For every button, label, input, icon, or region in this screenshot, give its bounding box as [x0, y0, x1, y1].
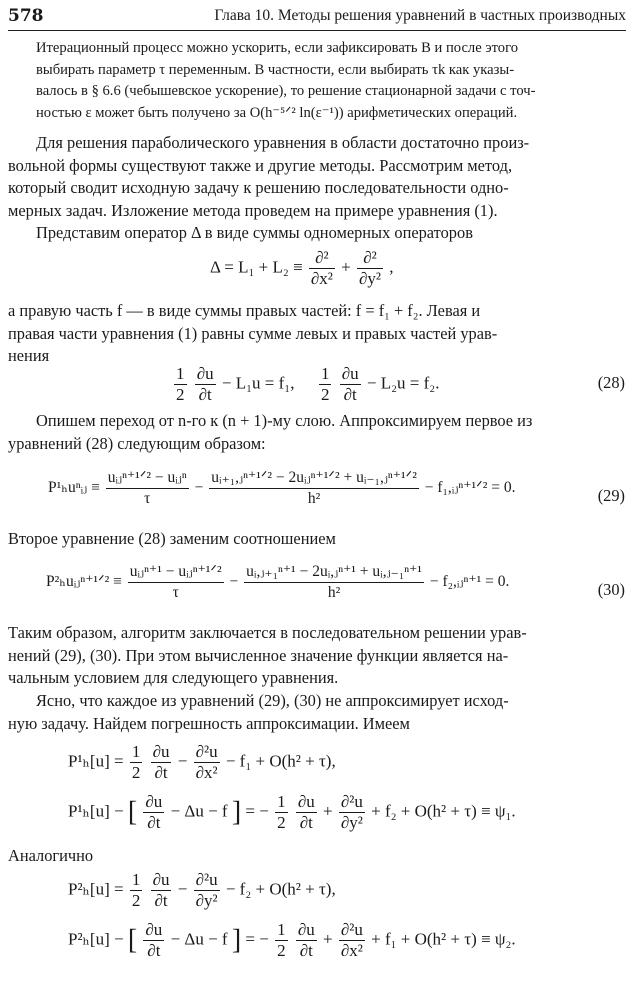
- text-line: выбирать параметр τ переменным. В частности, если выбирать τk как указы-: [36, 61, 515, 78]
- equation-delta: Δ = L₁ + L₂ ≡ $\frac{\text{∂²}}{\text{∂x²}}$ + $\frac{\text{∂²}}{\text{∂y²}}$ ,: [210, 248, 394, 288]
- text-line: Второе уравнение (28) заменим соотношением: [8, 529, 336, 548]
- text-line: чальным условием для следующего уравнения.: [8, 668, 339, 687]
- paragraph-algorithm: [8, 622, 628, 690]
- paragraph-rhs: [8, 300, 628, 368]
- eq-lhs: Δ = L₁ + L₂ ≡: [210, 257, 303, 277]
- equation-34: P²ₕ[u] − [ $\frac{\partial u}{\partial t}$ − Δu − f ] = − $\frac{1}{2}$ $\frac{\partial u}{\partial t}$ + $\frac{\text{∂²u}}{\text{∂x²}}$ + f₁ + O(h² + τ) ≡ ψ₂.: [68, 920, 516, 960]
- text-line: ностью ε может быть получено за O(h⁻⁵ᐟ² ln(ε⁻¹)) арифметических операций.: [36, 104, 518, 121]
- equation-30: P²ₕuᵢⱼⁿ⁺¹ᐟ² ≡ $\frac{\text{uᵢⱼⁿ⁺¹ − uᵢⱼⁿ⁺¹ᐟ²}}{\tau}$ − $\frac{\text{uᵢ,ⱼ₊₁ⁿ⁺¹ − 2uᵢ,ⱼⁿ⁺¹ + uᵢ,ⱼ₋₁ⁿ⁺¹}}{\text{h²}}$ − f₂,ᵢⱼⁿ⁺¹ = 0.: [46, 563, 510, 601]
- text-line: Таким образом, алгоритм заключается в последовательном решении урав-: [8, 623, 527, 642]
- text-line: Для решения параболического уравнения в области достаточно произ-: [36, 133, 530, 152]
- text-line: Опишем переход от n-го к (n + 1)-му слою. Аппроксимируем первое из: [36, 411, 533, 430]
- equation-29: P¹ₕuⁿᵢⱼ ≡ $\frac{\text{uᵢⱼⁿ⁺¹ᐟ² − uᵢⱼⁿ}}{\tau}$ − $\frac{\text{uᵢ₊₁,ⱼⁿ⁺¹ᐟ² − 2uᵢⱼⁿ⁺¹ᐟ² + uᵢ₋₁,ⱼⁿ⁺¹ᐟ²}}{\text{h²}}$ − f₁,ᵢⱼⁿ⁺¹ᐟ² = 0.: [48, 469, 516, 507]
- text-line: уравнений (28) следующим образом:: [8, 433, 266, 453]
- paragraph-error: [8, 690, 628, 735]
- equation-number: (28): [597, 373, 625, 392]
- running-header: [8, 4, 626, 31]
- paragraph-transition: [8, 410, 628, 455]
- text-line: валось в § 6.6 (чебышевское ускорение), то решение стационарной задачи с точ-: [36, 83, 536, 99]
- equation-32: P¹ₕ[u] − [ $\frac{\partial u}{\partial t}$ − Δu − f ] = − $\frac{1}{2}$ $\frac{\partial u}{\partial t}$ + $\frac{\text{∂²u}}{\text{∂y²}}$ + f₂ + O(h² + τ) ≡ ψ₁.: [68, 792, 516, 832]
- paragraph-similarly: [8, 845, 628, 868]
- equation-number: (30): [597, 580, 625, 599]
- small-print-paragraph: [36, 38, 626, 124]
- fraction: $\frac{\text{∂²}}{\text{∂y²}}$: [358, 248, 381, 288]
- equation-33: P²ₕ[u] = $\frac{1}{2}$ $\frac{\partial u}{\partial t}$ − $\frac{\text{∂²u}}{\text{∂y²}}$ − f₂ + O(h² + τ),: [68, 870, 336, 910]
- text-line: нений (29), (30). При этом вычисленное значение функции является на-: [8, 645, 509, 665]
- equation-31: P¹ₕ[u] = $\frac{1}{2}$ $\frac{\partial u}{\partial t}$ − $\frac{\text{∂²u}}{\text{∂x²}}$ − f₁ + O(h² + τ),: [68, 742, 336, 782]
- text-line: ную задачу. Найдем погрешность аппроксимации. Имеем: [8, 713, 410, 733]
- text-line: который сводит исходную задачу к решению последовательности одно-: [8, 178, 509, 197]
- text-line: Итерационный процесс можно ускорить, если зафиксировать B и после этого: [36, 40, 519, 56]
- text-line: правая части уравнения (1) равны сумме левых и правых частей урав-: [8, 323, 498, 343]
- text-line: Аналогично: [8, 846, 94, 865]
- page-number: 578: [8, 6, 44, 26]
- text-line: Ясно, что каждое из уравнений (29), (30) не аппроксимирует исход-: [36, 691, 509, 710]
- text-line: нения: [8, 346, 50, 365]
- equation-28: $\frac{1}{2}$ $\frac{\partial u}{\partial t}$ − L₁u = f₁, $\frac{1}{2}$ $\frac{\partial u}{\partial t}$ − L₂u = f₂.: [176, 364, 440, 404]
- equation-number: (29): [597, 486, 625, 505]
- paragraph-methods: [8, 132, 628, 222]
- text-line: а правую часть f — в виде суммы правых частей: f = f₁ + f₂. Левая и: [8, 301, 481, 320]
- text-line: мерных задач. Изложение метода проведем на примере уравнения (1).: [8, 200, 498, 220]
- text-line: вольной формы существуют также и другие методы. Рассмотрим метод,: [8, 155, 513, 175]
- text-line: Представим оператор Δ в виде суммы одномерных операторов: [36, 223, 473, 242]
- fraction: $\frac{\text{∂²}}{\text{∂x²}}$: [310, 248, 333, 288]
- paragraph-second-eq: [8, 528, 628, 551]
- running-title: Глава 10. Методы решения уравнений в частных производных: [214, 7, 626, 24]
- paragraph-operator: [8, 222, 628, 245]
